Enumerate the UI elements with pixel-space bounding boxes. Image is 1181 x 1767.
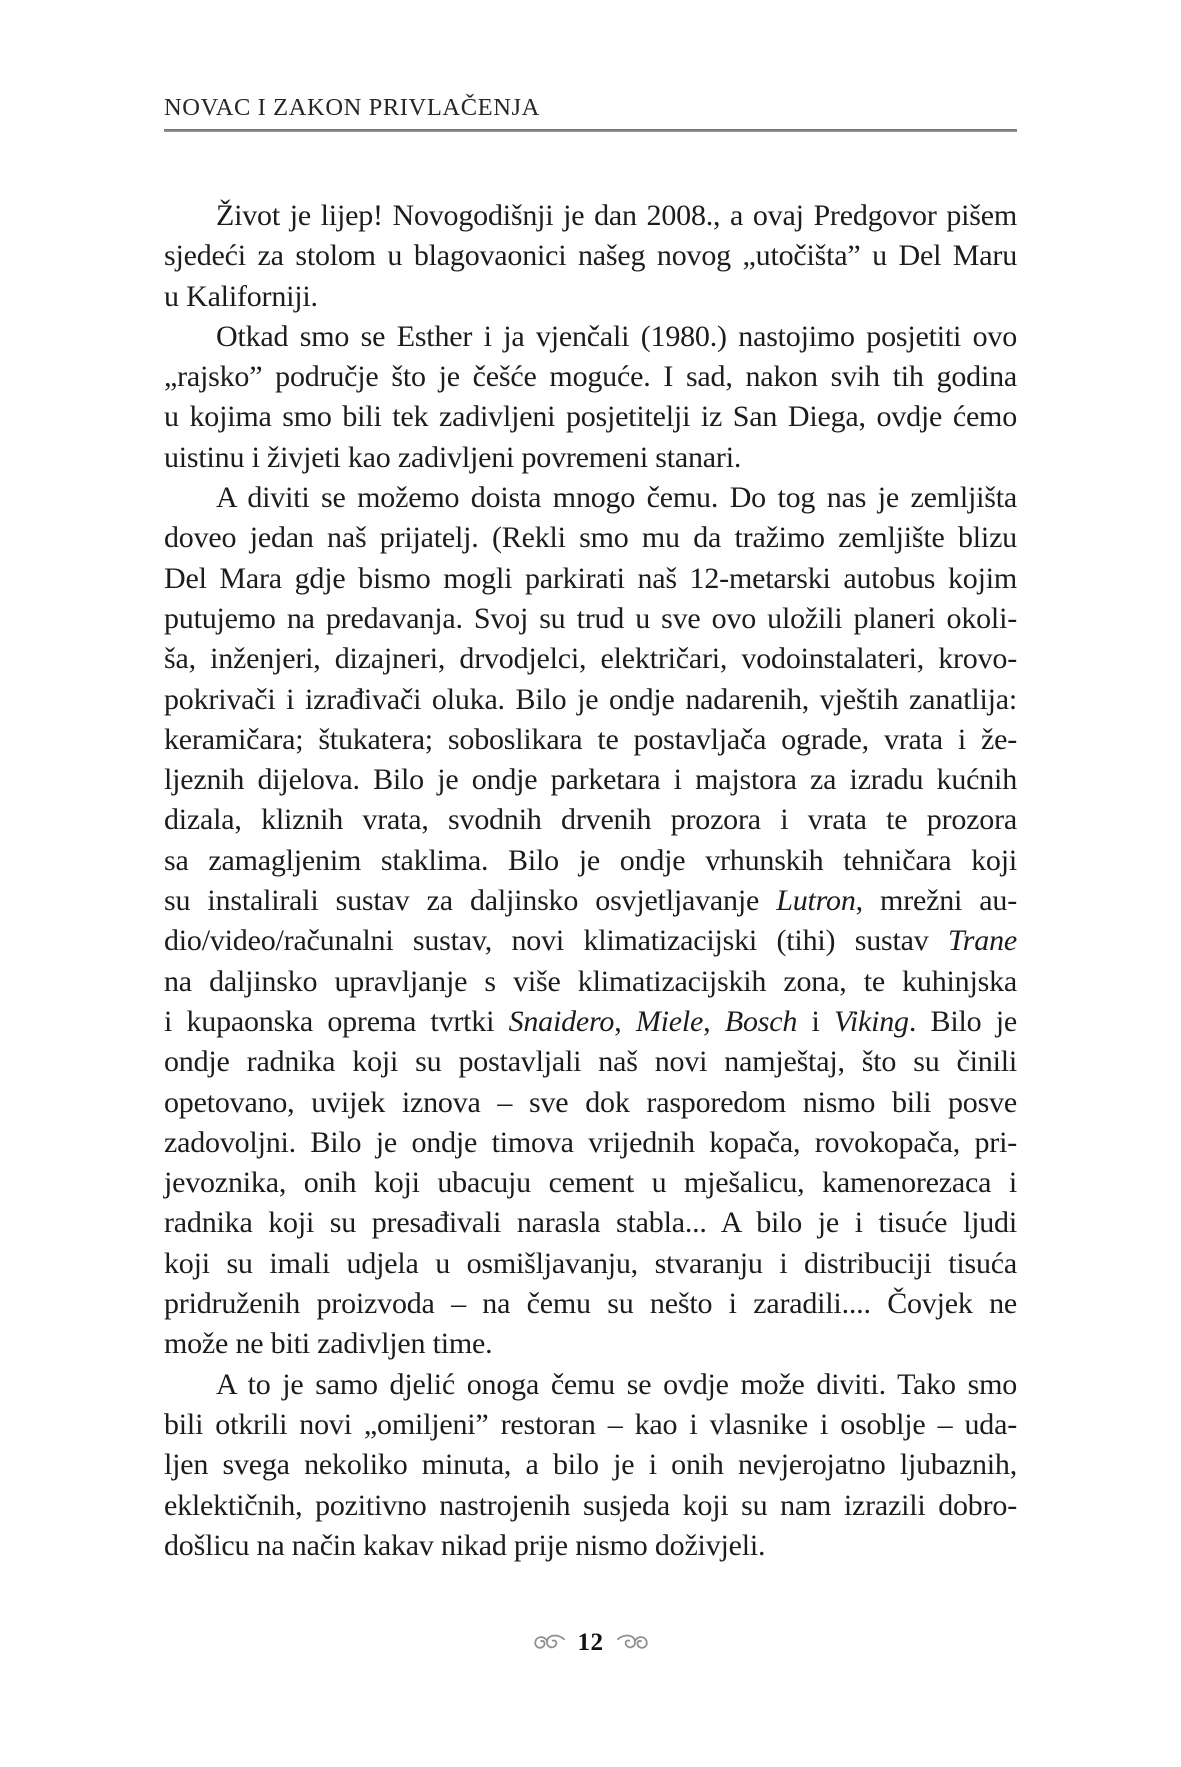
text-line: na daljinsko upravljanje s više klimatizacijskih zona, te kuhinjska [164, 964, 1017, 998]
text-line: putujemo na predavanja. Svoj su trud u sve ovo uložili planeri okoli- [164, 601, 1017, 635]
text-line: dizala, kliznih vrata, svodnih drvenih prozora i vrata te prozora [164, 803, 1017, 837]
text-line: Otkad smo se Esther i ja vjenčali (1980.) nastojimo posjetiti ovo [216, 319, 1017, 353]
text-line: ondje radnika koji su postavljali naš novi namještaj, što su činili [164, 1045, 1017, 1079]
header-rule [164, 129, 1017, 132]
text-line: došlicu na način kakav nikad prije nismo doživjeli. [164, 1528, 766, 1562]
body-text [164, 196, 1017, 1566]
page-content [164, 0, 1017, 1663]
text-line: ljen svega nekoliko minuta, a bilo je i onih nevjerojatno ljubaznih, [164, 1448, 1017, 1482]
text-line: ša, inženjeri, dizajneri, drvodjelci, električari, vodoinstalateri, krovo- [164, 642, 1017, 676]
text-line: pridruženih proizvoda – na čemu su nešto i zaradili.... Čovjek ne [164, 1287, 1017, 1321]
text-line: Del Mara gdje bismo mogli parkirati naš 12-metarski autobus kojim [164, 561, 1017, 595]
text-line: eklektičnih, pozitivno nastrojenih susjeda koji su nam izrazili dobro- [164, 1488, 1017, 1522]
text-line: „rajsko” područje što je češće moguće. I sad, nakon svih tih godina [164, 360, 1017, 394]
text-line: Život je lijep! Novogodišnji je dan 2008., a ovaj Predgovor pišem [216, 199, 1017, 232]
running-header-title: NOVAC I ZAKON PRIVLAČENJA [164, 94, 540, 121]
flourish-left-icon [533, 1633, 565, 1653]
text-line: zadovoljni. Bilo je ondje timova vrijednih kopača, rovokopača, pri- [164, 1125, 1017, 1159]
paragraph [164, 1365, 1017, 1566]
text-line: i kupaonska oprema tvrtki Snaidero, Miele, Bosch i Viking. Bilo je [164, 1004, 1017, 1038]
paragraph [164, 478, 1017, 1365]
text-line: ljeznih dijelova. Bilo je ondje parketara i majstora za izradu kućnih [164, 763, 1017, 797]
text-line: dio/video/računalni sustav, novi klimatizacijski (tihi) sustav Trane [164, 924, 1017, 958]
page-footer [164, 1623, 1017, 1663]
text-line: bili otkrili novi „omiljeni” restoran – kao i vlasnike i osoblje – uda- [164, 1407, 1017, 1441]
text-line: radnika koji su presađivali narasla stabla... A bilo je i tisuće ljudi [164, 1206, 1017, 1240]
text-line: A diviti se možemo doista mnogo čemu. Do tog nas je zemljišta [216, 481, 1017, 515]
text-line: keramičara; štukatera; soboslikara te postavljača ograde, vrata i že- [164, 722, 1017, 756]
flourish-right-icon [617, 1633, 649, 1653]
text-line: su instalirali sustav za daljinsko osvjetljavanje Lutron, mrežni au- [164, 884, 1017, 918]
text-line: sjedeći za stolom u blagovaonici našeg novog „utočišta” u Del Maru [164, 239, 1017, 273]
text-line: jevoznika, onih koji ubacuju cement u mješalicu, kamenorezaca i [164, 1166, 1017, 1200]
text-line: koji su imali udjela u osmišljavanju, stvaranju i distribuciji tisuća [164, 1246, 1017, 1280]
text-line: u kojima smo bili tek zadivljeni posjetitelji iz San Diega, ovdje ćemo [164, 400, 1017, 434]
paragraph [164, 317, 1017, 478]
text-line: uistinu i živjeti kao zadivljeni povremeni stanari. [164, 440, 742, 474]
page-number: 12 [577, 1629, 604, 1657]
text-line: opetovano, uvijek iznova – sve dok rasporedom nismo bili posve [164, 1085, 1017, 1119]
text-line: sa zamagljenim staklima. Bilo je ondje vrhunskih tehničara koji [164, 843, 1017, 877]
text-line: doveo jedan naš prijatelj. (Rekli smo mu da tražimo zemljište blizu [164, 521, 1017, 555]
text-line: može ne biti zadivljen time. [164, 1327, 493, 1361]
text-line: pokrivači i izrađivači oluka. Bilo je ondje nadarenih, vještih zanatlija: [164, 682, 1017, 716]
text-line: A to je samo djelić onoga čemu se ovdje može diviti. Tako smo [216, 1367, 1017, 1401]
paragraph [164, 196, 1017, 317]
text-line: u Kaliforniji. [164, 279, 318, 313]
